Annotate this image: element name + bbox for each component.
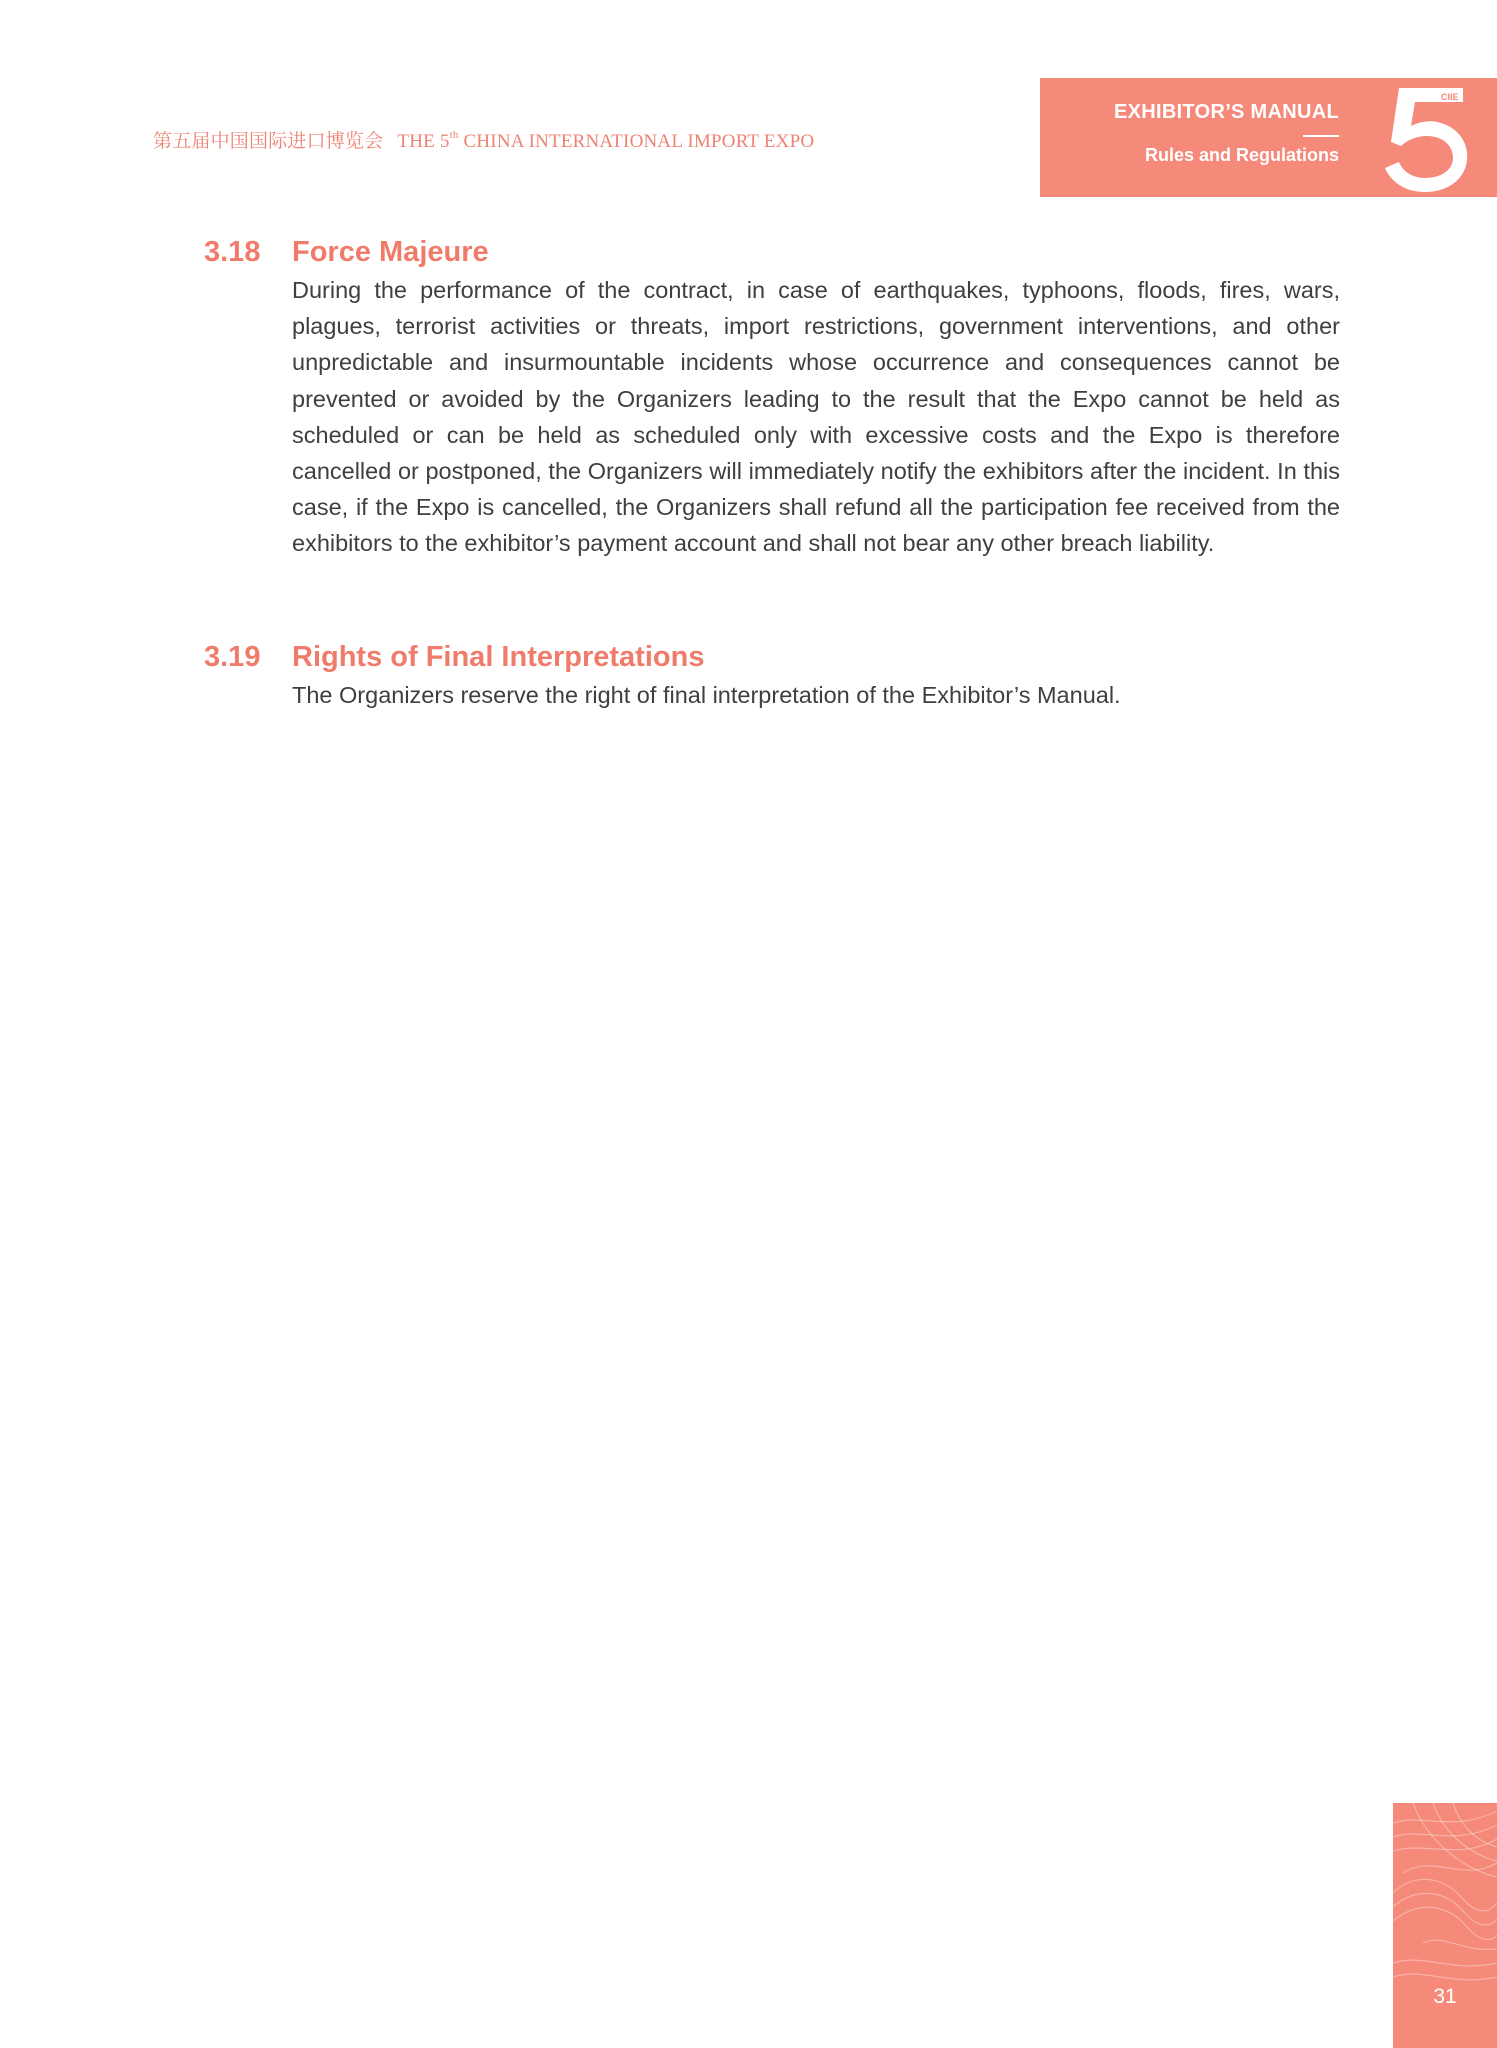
expo-title-en-suffix: CHINA INTERNATIONAL IMPORT EXPO xyxy=(458,131,815,152)
section-number: 3.18 xyxy=(204,236,261,268)
section-title: Rights of Final Interpretations xyxy=(292,641,705,673)
section-number: 3.19 xyxy=(204,641,261,673)
expo-title xyxy=(153,126,814,153)
section-heading xyxy=(204,639,1340,675)
section-body: During the performance of the contract, in case of earthquakes, typhoons, floods, fires, wars, plagues, terrorist activities or threats, import restrictions, government interventions, and other unpredictable and insurmountable incidents whose occurrence and consequences cannot be prevented or avoided by the Organizers leading to the result that the Expo cannot be held as scheduled or can be held as scheduled only with excessive costs and the Expo is therefore cancelled or postponed, the Organizers will immediately notify the exhibitors after the incident. In this case, if the Expo is cancelled, the Organizers shall refund all the participation fee received from the exhibitors to the exhibitor’s payment account and shall not bear any other breach liability. xyxy=(292,277,1340,557)
manual-header-panel xyxy=(1040,78,1497,197)
section-final-interpretations xyxy=(204,639,1340,713)
manual-subtitle: Rules and Regulations xyxy=(1144,145,1339,165)
decorative-line-pattern-icon xyxy=(1393,1803,1497,2048)
page-number: 31 xyxy=(1433,1985,1457,2008)
expo-title-cn: 第五届中国国际进口博览会 xyxy=(153,131,384,152)
ciie-5-logo-icon xyxy=(1379,82,1471,194)
manual-title: EXHIBITOR’S MANUAL xyxy=(1113,101,1339,123)
header-divider xyxy=(1303,135,1339,137)
section-body: The Organizers reserve the right of final interpretation of the Exhibitor’s Manual. xyxy=(292,682,1121,708)
expo-title-en-sup: th xyxy=(449,128,459,141)
section-force-majeure xyxy=(204,234,1340,562)
page-footer-tab xyxy=(1393,1803,1497,2048)
section-heading xyxy=(204,234,1340,270)
expo-title-en-prefix: THE 5 xyxy=(397,131,450,152)
logo-text: CIIE xyxy=(1441,92,1459,102)
section-title: Force Majeure xyxy=(292,236,489,268)
